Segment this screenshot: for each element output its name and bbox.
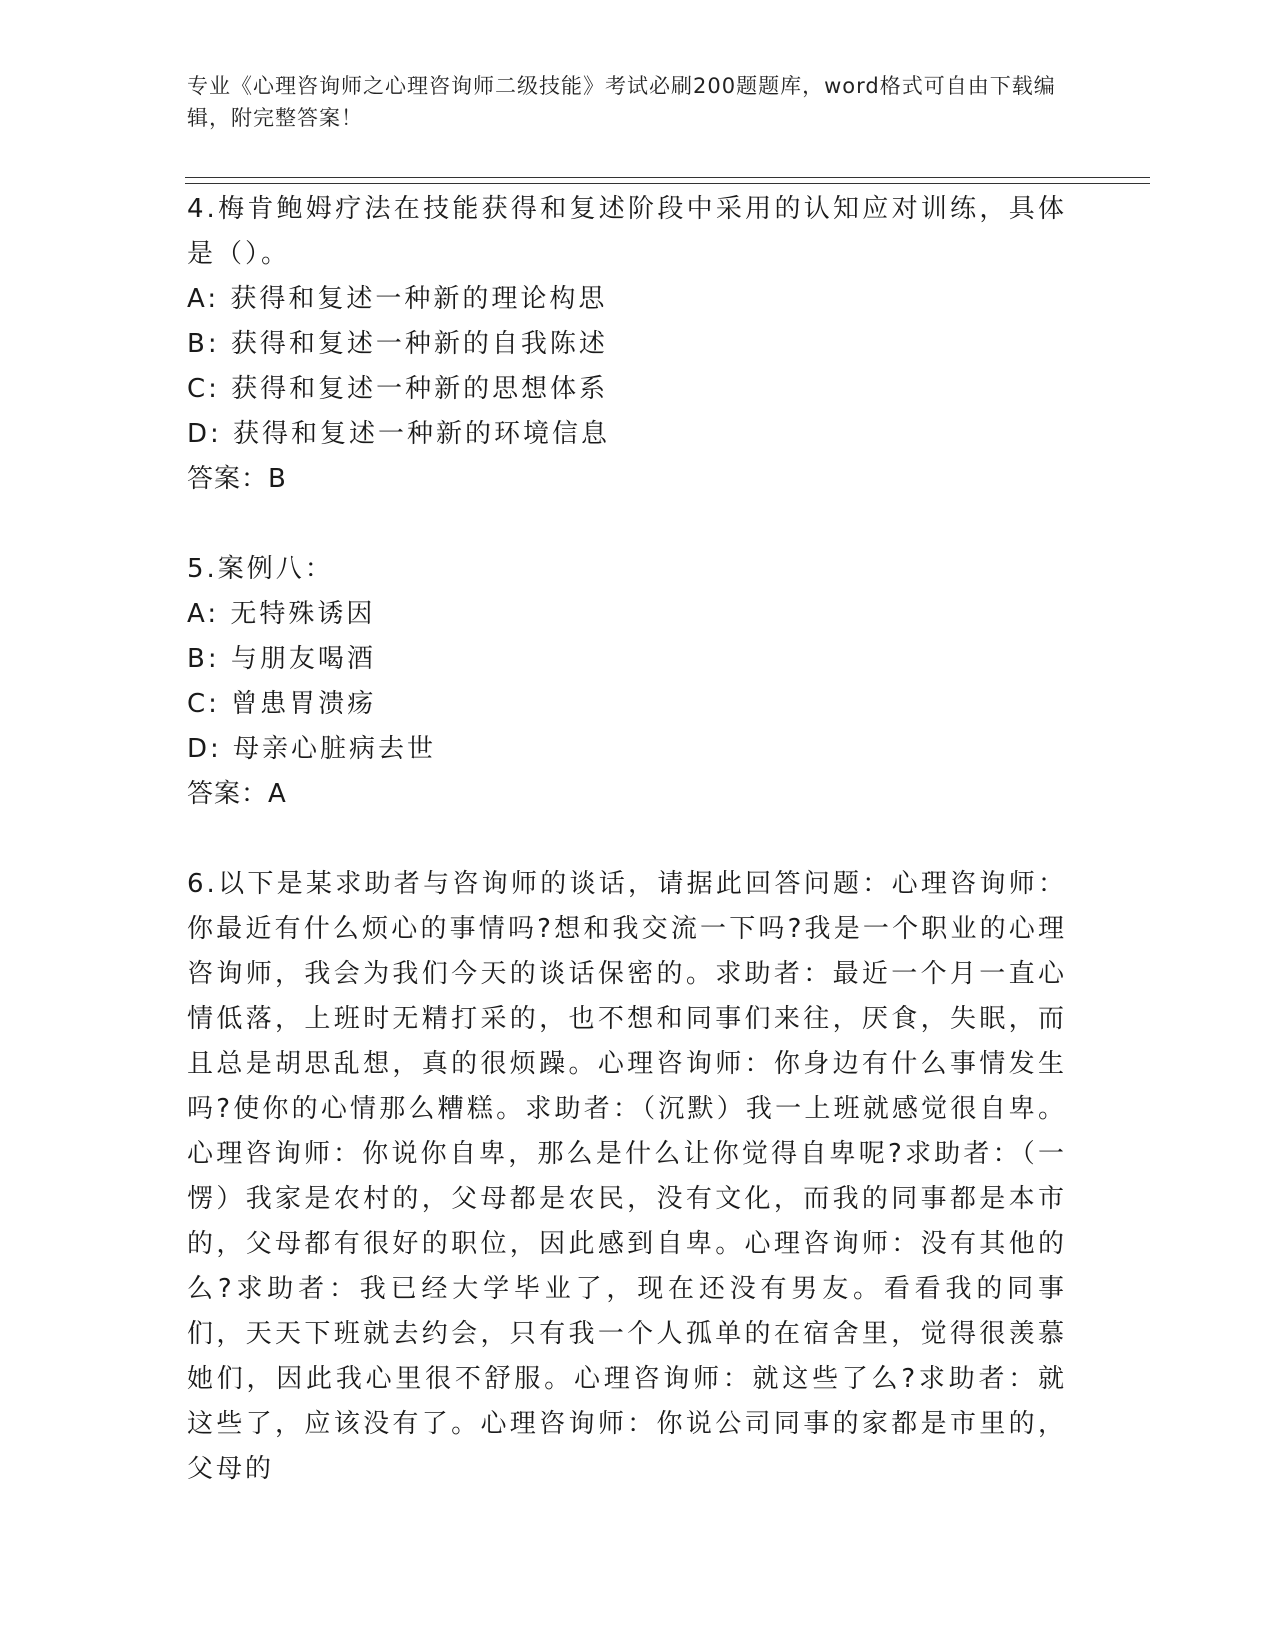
option-b: B: 与朋友喝酒 (187, 644, 376, 674)
question-stem: 4.梅肯鲍姆疗法在技能获得和复述阶段中采用的认知应对训练，具体是（）。 (187, 194, 1067, 269)
option-b: B: 获得和复述一种新的自我陈述 (187, 329, 608, 359)
header-text: 专业《心理咨询师之心理咨询师二级技能》考试必刷200题题库，word格式可自由下载编辑，附完整答案！ (187, 74, 1056, 130)
option-d: D: 获得和复述一种新的环境信息 (187, 419, 611, 449)
document-body (187, 187, 1067, 1492)
header-divider (185, 177, 1150, 184)
page-header (187, 70, 1067, 134)
option-d: D: 母亲心脏病去世 (187, 734, 437, 764)
option-a: A: 获得和复述一种新的理论构思 (187, 284, 608, 314)
question-4 (187, 187, 1067, 502)
option-c: C: 曾患胃溃疡 (187, 689, 377, 719)
question-6-passage: 6.以下是某求助者与咨询师的谈话，请据此回答问题：心理咨询师：你最近有什么烦心的事情吗?想和我交流一下吗?我是一个职业的心理咨询师，我会为我们今天的谈话保密的。求助者：最近一个月一直心情低落，上班时无精打采的，也不想和同事们来往，厌食，失眠，而且总是胡思乱想，真的很烦躁。心理咨询师：你身边有什么事情发生吗?使你的心情那么糟糕。求助者：（沉默）我一上班就感觉很自卑。心理咨询师：你说你自卑，那么是什么让你觉得自卑呢?求助者：（一愣）我家是农村的，父母都是农民，没有文化，而我的同事都是本市的，父母都有很好的职位，因此感到自卑。心理咨询师：没有其他的么?求助者：我已经大学毕业了，现在还没有男友。看看我的同事们，天天下班就去约会，只有我一个人孤单的在宿舍里，觉得很羡慕她们，因此我心里很不舒服。心理咨询师：就这些了么?求助者：就这些了，应该没有了。心理咨询师：你说公司同事的家都是市里的，父母的 (187, 869, 1067, 1484)
answer: 答案：B (187, 464, 287, 494)
question-stem: 5.案例八： (187, 554, 334, 584)
option-a: A: 无特殊诱因 (187, 599, 376, 629)
question-5 (187, 547, 1067, 817)
option-c: C: 获得和复述一种新的思想体系 (187, 374, 609, 404)
answer: 答案：A (187, 779, 287, 809)
